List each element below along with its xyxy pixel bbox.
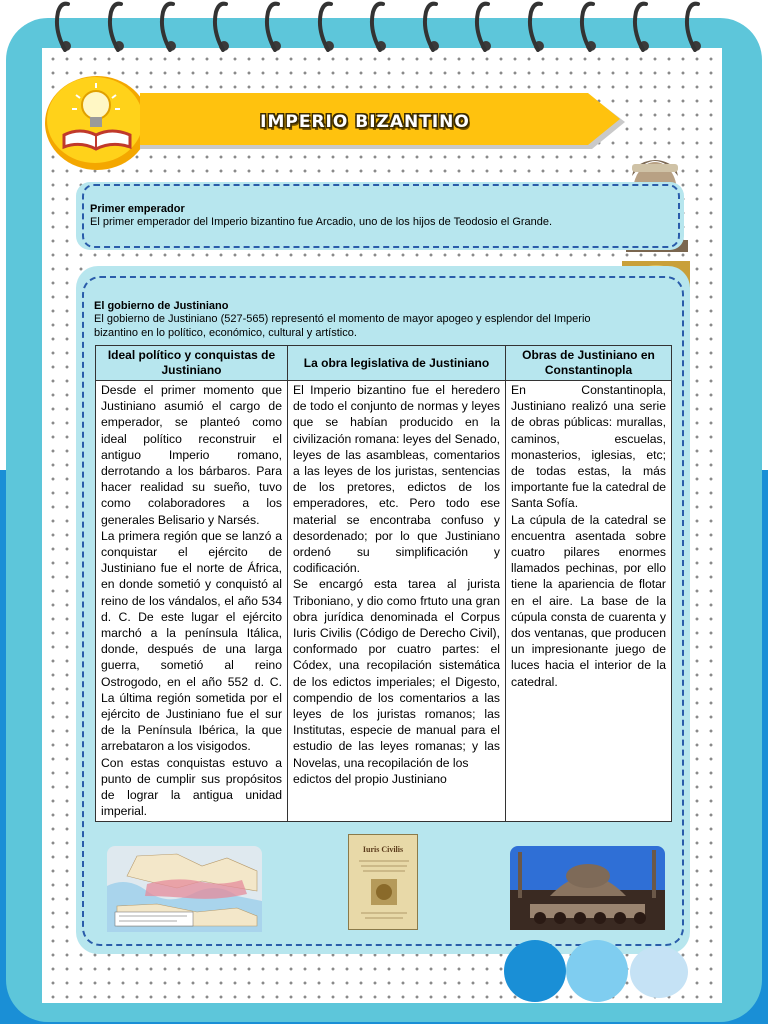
paragraph: edictos del propio Justiniano — [293, 771, 447, 786]
spiral-ring — [52, 0, 78, 52]
spiral-ring — [315, 0, 341, 52]
lightbulb-book-icon — [42, 73, 150, 171]
spiral-ring — [420, 0, 446, 52]
spiral-ring — [210, 0, 236, 52]
decorative-circle-light — [630, 946, 688, 998]
paragraph: En Constantinopla, Justiniano realizó una serie de obras públicas: murallas, caminos, escuelas, monasterios, iglesias, etc; de todas estas, la más importante fue la catedral de Santa Sofía. — [511, 383, 666, 511]
paragraph: Se encargó esta tarea al jurista Triboniano, y dio como frtuto una gran obra jurídica denominada el Corpus Iuris Civilis (Código de Derecho Civil), conformado por cuatro partes: el Códex, una recopilación sistemática de los edictos imperiales; el Digesto, compendio de los comentarios a las leyes de los juristas romanos; las Institutas, especie de manual para el estudio de las leyes romanas; y las Novelas, una recopilación de los — [293, 577, 500, 770]
paragraph: Con estas conquistas estuvo a punto de cumplir sus propósitos de lograr la antigua unidad imperial. — [101, 755, 282, 819]
table-header-row — [96, 346, 672, 381]
table-cell-obra-legislativa — [288, 381, 506, 822]
book-cover-title: Iuris Civilis — [362, 845, 404, 854]
santa-sofia-image — [510, 846, 665, 930]
page-title: IMPERIO BIZANTINO — [260, 112, 470, 132]
spiral-ring — [105, 0, 131, 52]
paragraph: El Imperio bizantino fue el heredero de todo el conjunto de normas y leyes que se habían producido en la civilización romana: leyes del Senado, leyes de las asambleas, comentarios a las leyes de los juristas, sentencias de los pretores, edictos de los emperadores, etc. Pero todo ese material se encontraba confuso y desordenado; por lo que Justiniano ordenó su simplificación y codificación. — [293, 383, 500, 576]
section-heading: El gobierno de Justiniano — [94, 300, 229, 312]
spiral-ring — [157, 0, 183, 52]
decorative-circle-dark — [504, 940, 566, 1002]
spiral-binding — [40, 0, 730, 56]
column-header: La obra legislativa de Justiniano — [288, 346, 506, 381]
justiniano-section — [94, 300, 604, 340]
spiral-ring — [367, 0, 393, 52]
paragraph: Desde el primer momento que Justiniano asumió el cargo de emperador, se planteó como ideal político reconstruir el antiguo Imperio romano, derrotando a los bárbaros. Para hacer realidad su sueño, tuvo como colaboradores a los generales Belisario y Narsés. — [101, 383, 282, 527]
spiral-ring — [472, 0, 498, 52]
book-cover-illustration — [349, 835, 419, 931]
spiral-ring — [577, 0, 603, 52]
column-header: Ideal político y conquistas de Justiniano — [96, 346, 288, 381]
spiral-ring — [682, 0, 708, 52]
table-cell-ideal-politico — [96, 381, 288, 822]
table-cell-obras-constantinopla — [506, 381, 672, 822]
spiral-ring — [630, 0, 656, 52]
table-row — [96, 381, 672, 822]
justiniano-table — [95, 345, 672, 822]
section-heading: Primer emperador — [90, 203, 185, 215]
empire-map-image — [107, 846, 262, 932]
corpus-iuris-civilis-book-image — [348, 834, 418, 930]
decorative-circle-medium — [566, 940, 628, 1002]
paragraph: La primera región que se lanzó a conquistar el ejército de Justiniano fue el norte de África, en donde sometió y conquistó al reino de los vándalos, el año 534 d. C. De este lugar el ejército marchó a la península Itálica, donde, después de una larga guerra, sometió al reino Ostrogodo, en el año 552 d. C. La última región sometida por el ejército de Justiniano fue el sur de la Península Ibérica, la que arrebataron a los visigodos. — [101, 528, 282, 754]
paragraph: La cúpula de la catedral se encuentra asentada sobre cuatro pilares enormes llamados pechinas, por ello tiene la apariencia de flotar en el aire. La base de la cúpula consta de cuarenta y dos ventanas, que producen un impresionante juego de luces hacia el interior de la catedral. — [511, 512, 666, 689]
section-text: El primer emperador del Imperio bizantino fue Arcadio, uno de los hijos de Teodosio el Grande. — [90, 216, 553, 228]
primer-emperador-section — [90, 203, 610, 229]
spiral-ring — [525, 0, 551, 52]
column-header: Obras de Justiniano en Constantinopla — [506, 346, 672, 381]
spiral-ring — [262, 0, 288, 52]
section-text: El gobierno de Justiniano (527-565) representó el momento de mayor apogeo y esplendor del Imperio bizantino en lo político, económico, cultural y artístico. — [94, 313, 591, 339]
